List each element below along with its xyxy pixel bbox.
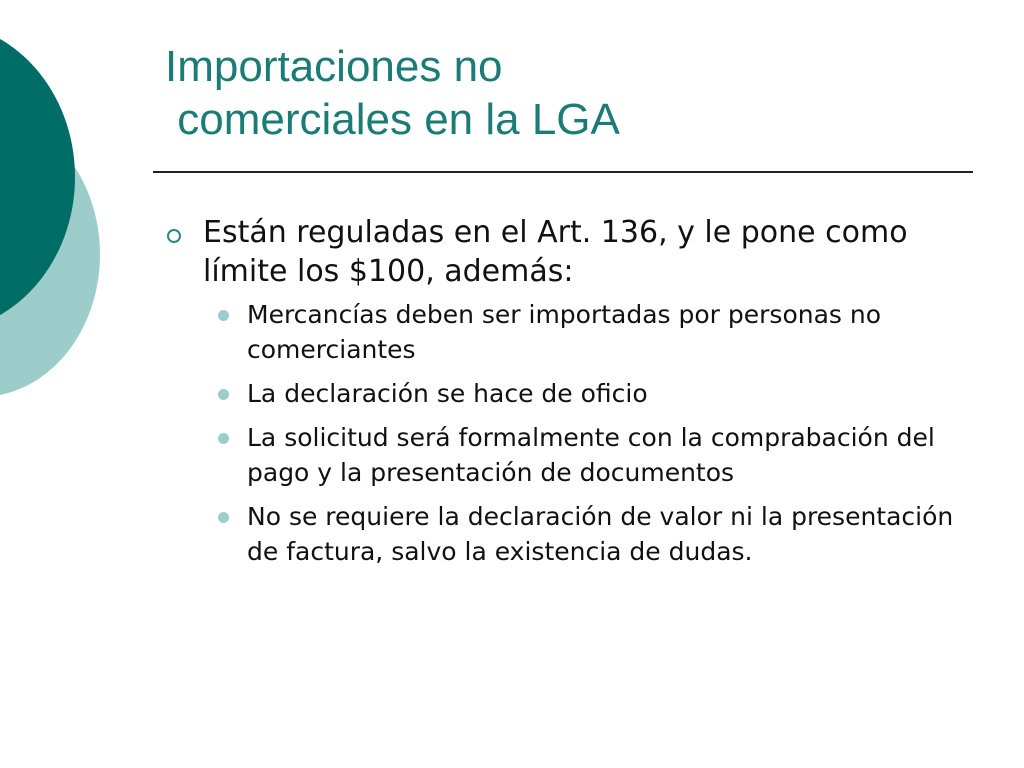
ring-bullet-icon: [167, 229, 181, 243]
sub-bullet-text: No se requiere la declaración de valor ni la presentación de factura, salvo la existencia de dudas.: [247, 502, 954, 566]
title-line-2: comerciales en la LGA: [165, 95, 620, 144]
dot-bullet-icon: [218, 512, 229, 523]
dot-bullet-icon: [218, 433, 229, 444]
main-bullet-text: Están reguladas en el Art. 136, y le pone como límite los $100, además:: [203, 215, 908, 289]
slide-body: [160, 213, 990, 578]
main-bullet-point: [160, 213, 990, 291]
sub-bullet-item: [160, 499, 990, 569]
sub-bullet-text: Mercancías deben ser importadas por personas no comerciantes: [247, 300, 882, 364]
dot-bullet-icon: [218, 389, 229, 400]
sub-bullet-item: [160, 376, 990, 411]
title-divider: [153, 171, 973, 173]
sub-bullet-item: [160, 297, 990, 367]
sub-bullet-text: La declaración se hace de oficio: [247, 379, 648, 408]
title-line-1: Importaciones no: [165, 42, 503, 91]
sub-bullet-text: La solicitud será formalmente con la comprabación del pago y la presentación de documentos: [247, 423, 935, 487]
sub-bullet-item: [160, 420, 990, 490]
sub-bullet-list: [160, 297, 990, 569]
slide-title: [165, 40, 965, 146]
dot-bullet-icon: [218, 310, 229, 321]
